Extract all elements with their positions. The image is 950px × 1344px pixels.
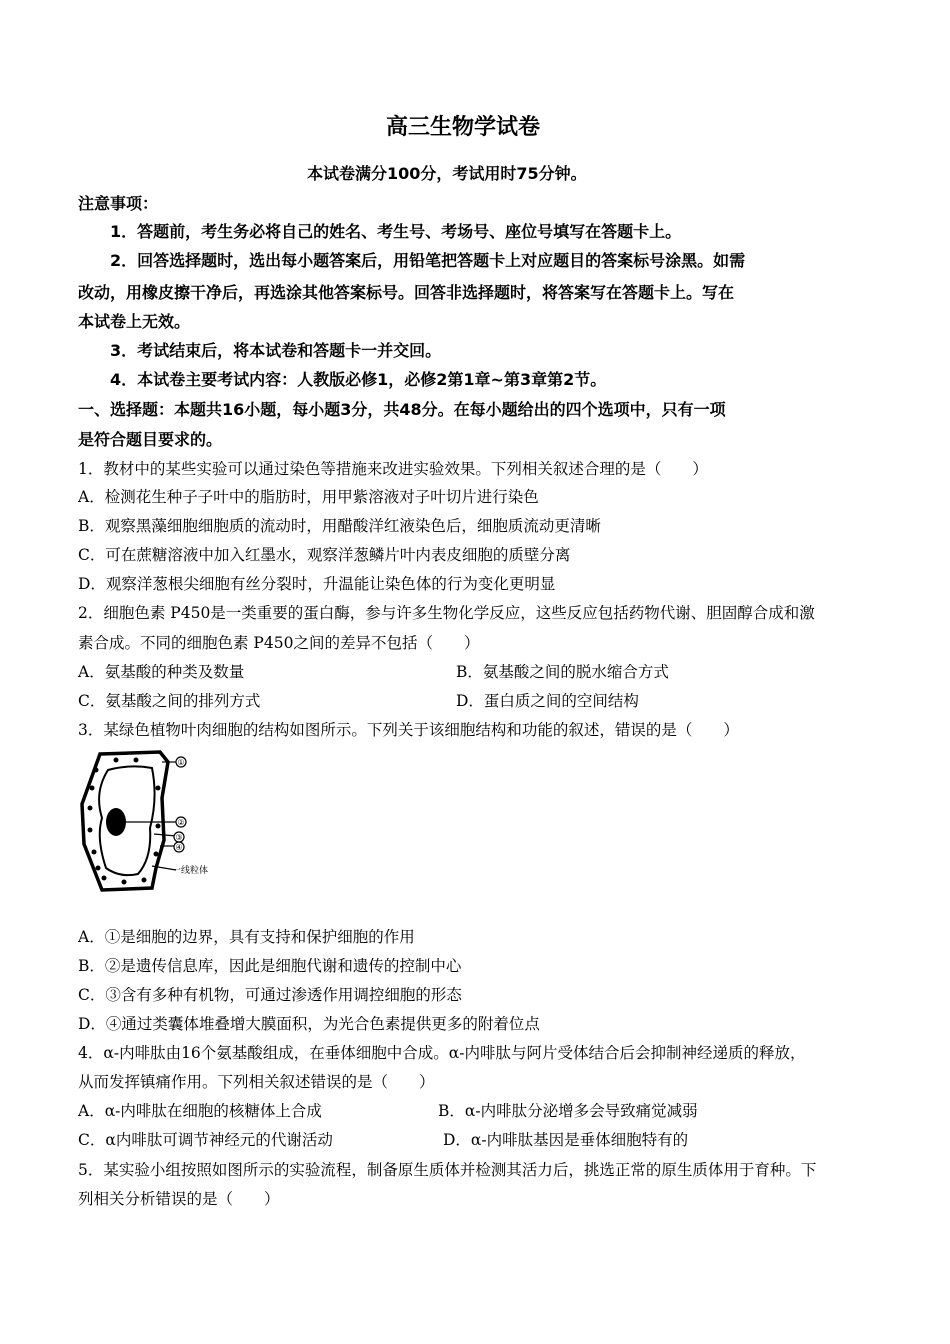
figure-label-2: ② [177,818,185,827]
q2-option-a: A．氨基酸的种类及数量 [78,663,245,681]
q1-stem: 1．教材中的某些实验可以通过染色等措施来改进实验效果。下列相关叙述合理的是（ ） [78,460,708,478]
section-heading-line-1: 一、选择题：本题共16小题，每小题3分，共48分。在每小题给出的四个选项中，只有一项 [78,400,726,419]
q3-option-a: A．①是细胞的边界，具有支持和保护细胞的作用 [78,928,415,946]
note-2-line-2: 改动，用橡皮擦干净后，再选涂其他答案标号。回答非选择题时，将答案写在答题卡上。写在 [78,283,735,302]
q3-option-d: D．④通过类囊体堆叠增大膜面积，为光合色素提供更多的附着位点 [78,1015,540,1033]
q2-option-d: D．蛋白质之间的空间结构 [456,692,639,710]
q1-option-b: B．观察黑藻细胞细胞质的流动时，用醋酸洋红液染色后，细胞质流动更清晰 [78,517,601,535]
q2-stem-line-1: 2．细胞色素 P450是一类重要的蛋白酶，参与许多生物化学反应，这些反应包括药物代谢、胆固醇合成和激 [78,604,815,622]
q4-stem-line-2: 从而发挥镇痛作用。下列相关叙述错误的是（ ） [78,1073,435,1091]
nucleus [106,808,126,836]
q4-option-d: D．α-内啡肽基因是垂体细胞特有的 [443,1131,689,1149]
q4-option-c: C．α内啡肽可调节神经元的代谢活动 [78,1131,333,1149]
q1-option-c: C．可在蔗糖溶液中加入红墨水，观察洋葱鳞片叶内表皮细胞的质壁分离 [78,546,571,564]
page-title: 高三生物学试卷 [386,115,541,140]
q2-option-c: C．氨基酸之间的排列方式 [78,692,261,710]
q2-stem-line-2: 素合成。不同的细胞色素 P450之间的差异不包括（ ） [78,634,480,652]
page-subtitle: 本试卷满分100分，考试用时75分钟。 [307,164,587,183]
figure-label-3: ③ [175,833,183,842]
note-1: 1．答题前，考生务必将自己的姓名、考生号、考场号、座位号填写在答题卡上。 [110,222,682,241]
notes-heading: 注意事项： [78,194,159,213]
q4-option-a: A．α-内啡肽在细胞的核糖体上合成 [78,1102,322,1120]
q4-stem-line-1: 4．α-内啡肽由16个氨基酸组成，在垂体细胞中合成。α-内啡肽与阿片受体结合后会抑制神经递质的释放， [78,1044,806,1062]
q4-option-b: B．α-内啡肽分泌增多会导致痛觉减弱 [438,1102,698,1120]
q5-stem-line-2: 列相关分析错误的是（ ） [78,1190,280,1208]
q2-option-b: B．氨基酸之间的脱水缩合方式 [456,663,669,681]
note-4: 4．本试卷主要考试内容：人教版必修1，必修2第1章~第3章第2节。 [110,370,607,389]
q3-stem: 3．某绿色植物叶肉细胞的结构如图所示。下列关于该细胞结构和功能的叙述，错误的是（ ） [78,721,739,739]
note-2-line-3: 本试卷上无效。 [78,312,191,331]
figure-label-1: ① [177,758,185,767]
q1-option-d: D．观察洋葱根尖细胞有丝分裂时，升温能让染色体的行为变化更明显 [78,575,556,593]
note-2-line-1: 2．回答选择题时，选出每小题答案后，用铅笔把答题卡上对应题目的答案标号涂黑。如需 [110,251,746,270]
figure-label-mitochondrion: 一线粒体 [171,866,208,876]
q5-stem-line-1: 5．某实验小组按照如图所示的实验流程，制备原生质体并检测其活力后，挑选正常的原生质体用于育种。下 [78,1161,817,1179]
note-3: 3．考试结束后，将本试卷和答题卡一并交回。 [110,341,442,360]
q3-option-b: B．②是遗传信息库，因此是细胞代谢和遗传的控制中心 [78,957,462,975]
figure-label-4: ④ [175,843,183,852]
q3-option-c: C．③含有多种有机物，可通过渗透作用调控细胞的形态 [78,986,462,1004]
q1-option-a: A．检测花生种子子叶中的脂肪时，用甲紫溶液对子叶切片进行染色 [78,488,539,506]
section-heading-line-2: 是符合题目要求的。 [78,430,223,449]
plant-cell-diagram [78,748,208,898]
